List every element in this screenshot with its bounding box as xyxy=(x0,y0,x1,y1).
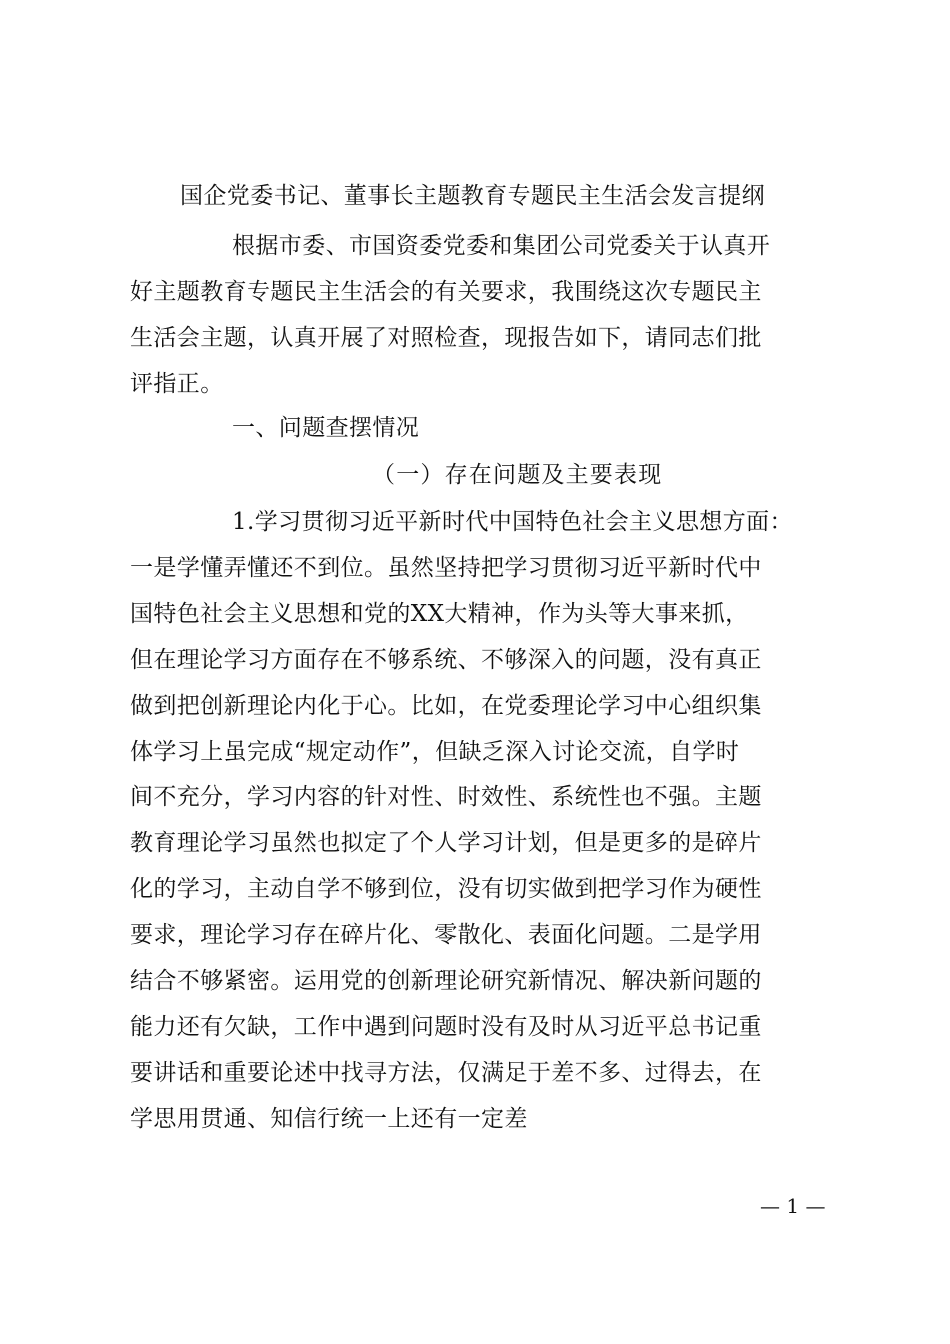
section-heading: 一、问题查摆情况 xyxy=(232,415,420,441)
body-line: 国特色社会主义思想和党的XX大精神，作为头等大事来抓， xyxy=(130,601,749,627)
body-line: 学思用贯通、知信行统一上还有一定差 xyxy=(130,1106,528,1132)
subsection-heading: （一）存在问题及主要表现 xyxy=(372,462,663,488)
body-line: 要求，理论学习存在碎片化、零散化、表面化问题。二是学用 xyxy=(130,922,762,948)
body-line: 但在理论学习方面存在不够系统、不够深入的问题，没有真正 xyxy=(130,647,762,673)
body-line: 能力还有欠缺，工作中遇到问题时没有及时从习近平总书记重 xyxy=(130,1014,762,1040)
body-line: 化的学习，主动自学不够到位，没有切实做到把学习作为硬性 xyxy=(130,876,762,902)
body-line: 1.学习贯彻习近平新时代中国特色社会主义思想方面： xyxy=(232,509,793,535)
intro-line: 根据市委、市国资委党委和集团公司党委关于认真开 xyxy=(232,233,771,259)
intro-line: 评指正。 xyxy=(130,371,224,397)
page-number: — 1 — xyxy=(760,1194,826,1218)
intro-line: 生活会主题，认真开展了对照检查，现报告如下，请同志们批 xyxy=(130,325,762,351)
body-line: 间不充分，学习内容的针对性、时效性、系统性也不强。主题 xyxy=(130,784,762,810)
body-line: 要讲话和重要论述中找寻方法，仅满足于差不多、过得去，在 xyxy=(130,1060,762,1086)
body-line: 一是学懂弄懂还不到位。虽然坚持把学习贯彻习近平新时代中 xyxy=(130,555,762,581)
intro-line: 好主题教育专题民主生活会的有关要求，我围绕这次专题民主 xyxy=(130,279,762,305)
body-line: 做到把创新理论内化于心。比如，在党委理论学习中心组织集 xyxy=(130,693,762,719)
body-line: 教育理论学习虽然也拟定了个人学习计划，但是更多的是碎片 xyxy=(130,830,762,856)
body-line: 结合不够紧密。运用党的创新理论研究新情况、解决新问题的 xyxy=(130,968,762,994)
document-title: 国企党委书记、董事长主题教育专题民主生活会发言提纲 xyxy=(180,183,765,209)
body-line: 体学习上虽完成“规定动作”，但缺乏深入讨论交流，自学时 xyxy=(130,739,740,765)
